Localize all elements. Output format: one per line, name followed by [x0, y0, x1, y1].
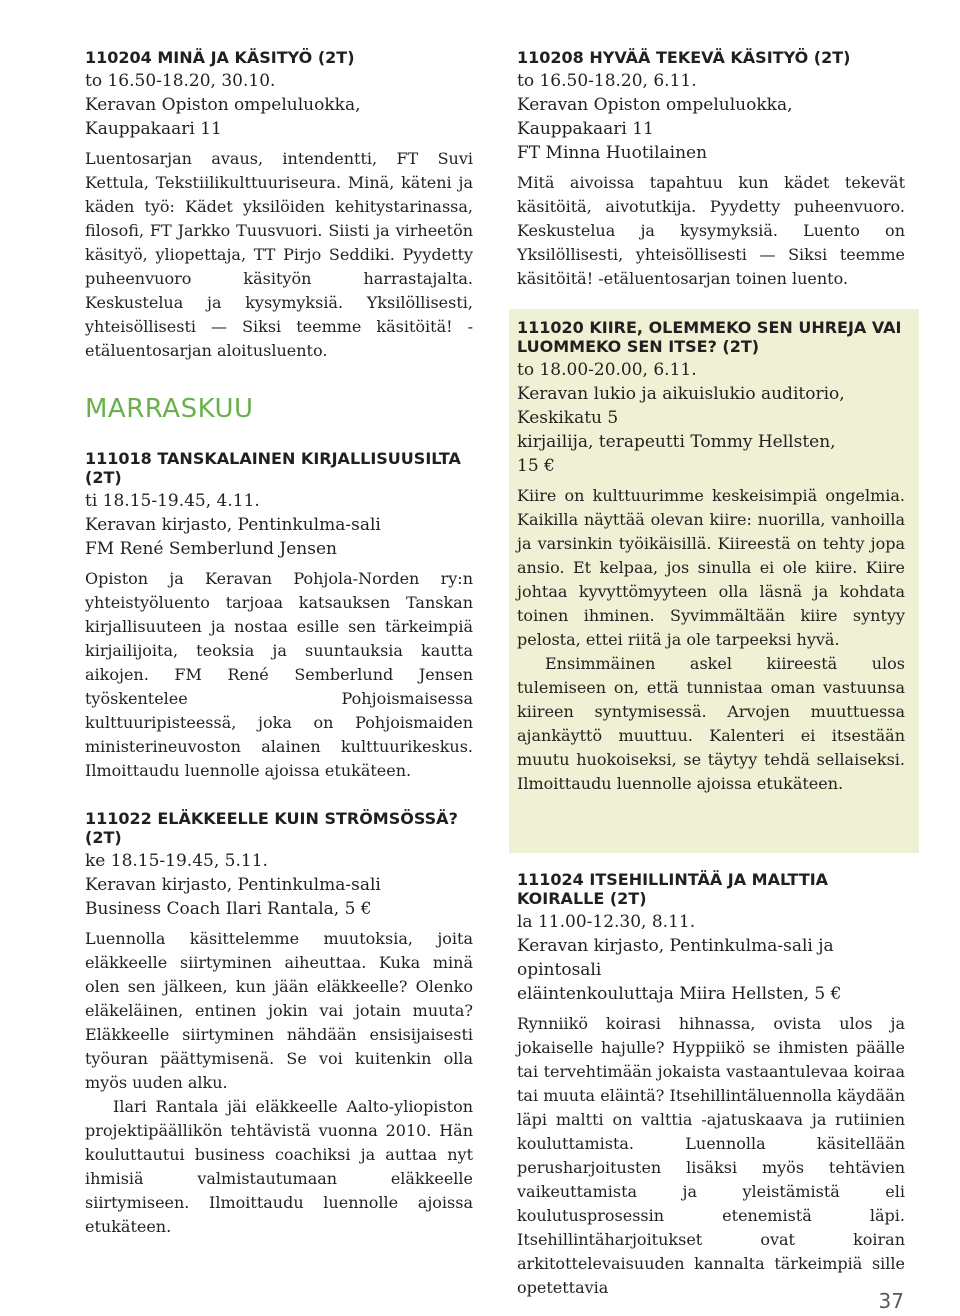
course-description: Luentosarjan avaus, intendentti, FT Suvi Kettula, Tekstiilikulttuuriseura. Minä, käteni ja käden työ: Kädet yksilöiden kehitystarinassa, filosofi, FT Jarkko Tuusvuori. Siisti ja virheetön käsityö, yliopettaja, TT Pirjo Seddiki. Pyydetty puheenvuoro käsityön harrastajalta. Keskustelua ja kysymyksiä. Yksilöllisesti, yhteisöllisesti — Siksi teemme käsitöitä! -etäluentosarjan aloitusluento.: [85, 149, 473, 360]
course-description: Mitä aivoissa tapahtuu kun kädet tekevät käsitöitä, aivotutkija. Pyydetty puheenvuoro. Keskustelua ja kysymyksiä. Luento on Yksilöllisesti, yhteisöllisesti — Siksi teemme käsitöitä! -etäluentosarjan toinen luento.: [517, 173, 905, 288]
course-location: Keravan lukio ja aikuislukio auditorio,: [517, 384, 845, 404]
course-lecturer: FT Minna Huotilainen: [517, 143, 708, 163]
course-code-title: 110204 MINÄ JA KÄSITYÖ (2T): [85, 48, 355, 67]
course-lecturer: eläintenkouluttaja Miira Hellsten, 5 €: [517, 984, 842, 1004]
course-description: Kiire on kulttuurimme keskeisimpiä ongelmia. Kaikilla näyttää olevan kiire: nuorilla, vanhoilla ja varsinkin työikäisillä. Kiireestä on tehty jopa ansio. Et kelpaa, jos sinulla ei ole kiire. Kiire johtaa kyvyttömyyteen olla läsnä ja kohdata toinen ihminen. Syvimmältään kiire syntyy pelosta, ettei riitä ja ole tarpeeksi hyvä.: [517, 486, 905, 649]
course-description-continued: Ilari Rantala jäi eläkkeelle Aalto-yliopiston projektipäällikön tehtävistä vuonna 2010. Hän kouluttautui business coachiksi ja auttaa nyt ihmisiä valmistautumaan eläkkeelle siirtymiseen. Ilmoittaudu luennolle ajoissa etukäteen.: [85, 1097, 473, 1236]
course-address: Keskikatu 5: [517, 408, 619, 428]
right-column: [517, 48, 905, 291]
course-time: to 18.00-20.00, 6.11.: [517, 360, 697, 380]
left-column: [85, 48, 473, 1239]
course-time: la 11.00-12.30, 8.11.: [517, 912, 696, 932]
course-address: Kauppakaari 11: [85, 119, 222, 139]
course-111018: [85, 449, 473, 783]
month-heading: MARRASKUU: [85, 394, 254, 424]
course-110204: [85, 48, 473, 363]
course-description-continued: Ensimmäinen askel kiireestä ulos tulemiseen on, että tunnistaa oman vastuunsa kiireen syntymisessä. Arvojen muuttuessa ajankäyttö muuttuu. Kalenteri ei itsestään muutu huokoiseksi, se täytyy tehdä sellaiseksi. Ilmoittaudu luennolle ajoissa etukäteen.: [517, 654, 905, 793]
course-location: Keravan kirjasto, Pentinkulma-sali ja opintosali: [517, 936, 834, 980]
course-code-title: 111024 ITSEHILLINTÄÄ JA MALTTIA KOIRALLE (2T): [517, 870, 829, 908]
course-111022: [85, 809, 473, 1239]
course-location: Keravan kirjasto, Pentinkulma-sali: [85, 515, 381, 535]
page-number: 37: [878, 1289, 904, 1313]
right-column-lower: [517, 870, 905, 1300]
course-lecturer: kirjailija, terapeutti Tommy Hellsten,: [517, 432, 836, 452]
course-location: Keravan kirjasto, Pentinkulma-sali: [85, 875, 381, 895]
course-code-title: 110208 HYVÄÄ TEKEVÄ KÄSITYÖ (2T): [517, 48, 851, 67]
course-time: ti 18.15-19.45, 4.11.: [85, 491, 260, 511]
course-description: Luennolla käsittelemme muutoksia, joita eläkkeelle siirtyminen aiheuttaa. Kuka minä olen sen jälkeen, kun jään eläkkeelle? Olenko eläkeläinen, entinen jokin vai jotain muuta? Eläkkeelle siirtyminen nähdään ensisijaisesti työuran päättymisenä. Se voi kuitenkin olla myös uuden alku.: [85, 929, 473, 1092]
course-address: Kauppakaari 11: [517, 119, 654, 139]
course-time: to 16.50-18.20, 6.11.: [517, 71, 697, 91]
course-time: to 16.50-18.20, 30.10.: [85, 71, 276, 91]
course-lecturer: FM René Semberlund Jensen: [85, 539, 337, 559]
course-111024: [517, 870, 905, 1300]
course-lecturer: Business Coach Ilari Rantala, 5 €: [85, 899, 372, 919]
course-code-title: 111020 KIIRE, OLEMMEKO SEN UHREJA VAI LUOMMEKO SEN ITSE? (2T): [517, 318, 902, 356]
course-code-title: 111022 ELÄKKEELLE KUIN STRÖMSÖSSÄ? (2T): [85, 809, 458, 847]
course-code-title: 111018 TANSKALAINEN KIRJALLISUUSILTA (2T): [85, 449, 461, 487]
course-location: Keravan Opiston ompeluluokka,: [85, 95, 361, 115]
course-time: ke 18.15-19.45, 5.11.: [85, 851, 268, 871]
course-110208: [517, 48, 905, 291]
course-price: 15 €: [517, 456, 555, 476]
course-description: Opiston ja Keravan Pohjola-Norden ry:n yhteistyöluento tarjoaa katsauksen Tanskan kirjallisuuteen ja nostaa esille sen tärkeimpiä kirjailijoita, teoksia ja suuntauksia kautta aikojen. FM René Semberlund Jensen työskentelee Pohjoismaisessa kulttuuripisteessä, joka on Pohjoismaiden ministerineuvoston alainen kulttuurikeskus. Ilmoittaudu luennolle ajoissa etukäteen.: [85, 569, 473, 780]
highlighted-course-111020: [517, 318, 905, 796]
course-description: Rynniikö koirasi hihnassa, ovista ulos ja jokaiselle hajulle? Hyppiikö se ihmisten päälle tai tervehtimään jokaista vastaantulevaa koiraa tai muuta eläintä? Itsehillintäluennolla käydään läpi maltti on valttia -ajatuskaava ja rutiinien kouluttamista. Luennolla käsitellään perusharjoitusten lisäksi myös tehtävien vaikeuttamista ja yleistämistä eli koulutusprosessin etenemistä läpi. Itsehillintäharjoitukset ovat koiran arkitottelevaisuuden kannalta tärkeimpiä sille opetettavia: [517, 1014, 905, 1297]
course-location: Keravan Opiston ompeluluokka,: [517, 95, 793, 115]
